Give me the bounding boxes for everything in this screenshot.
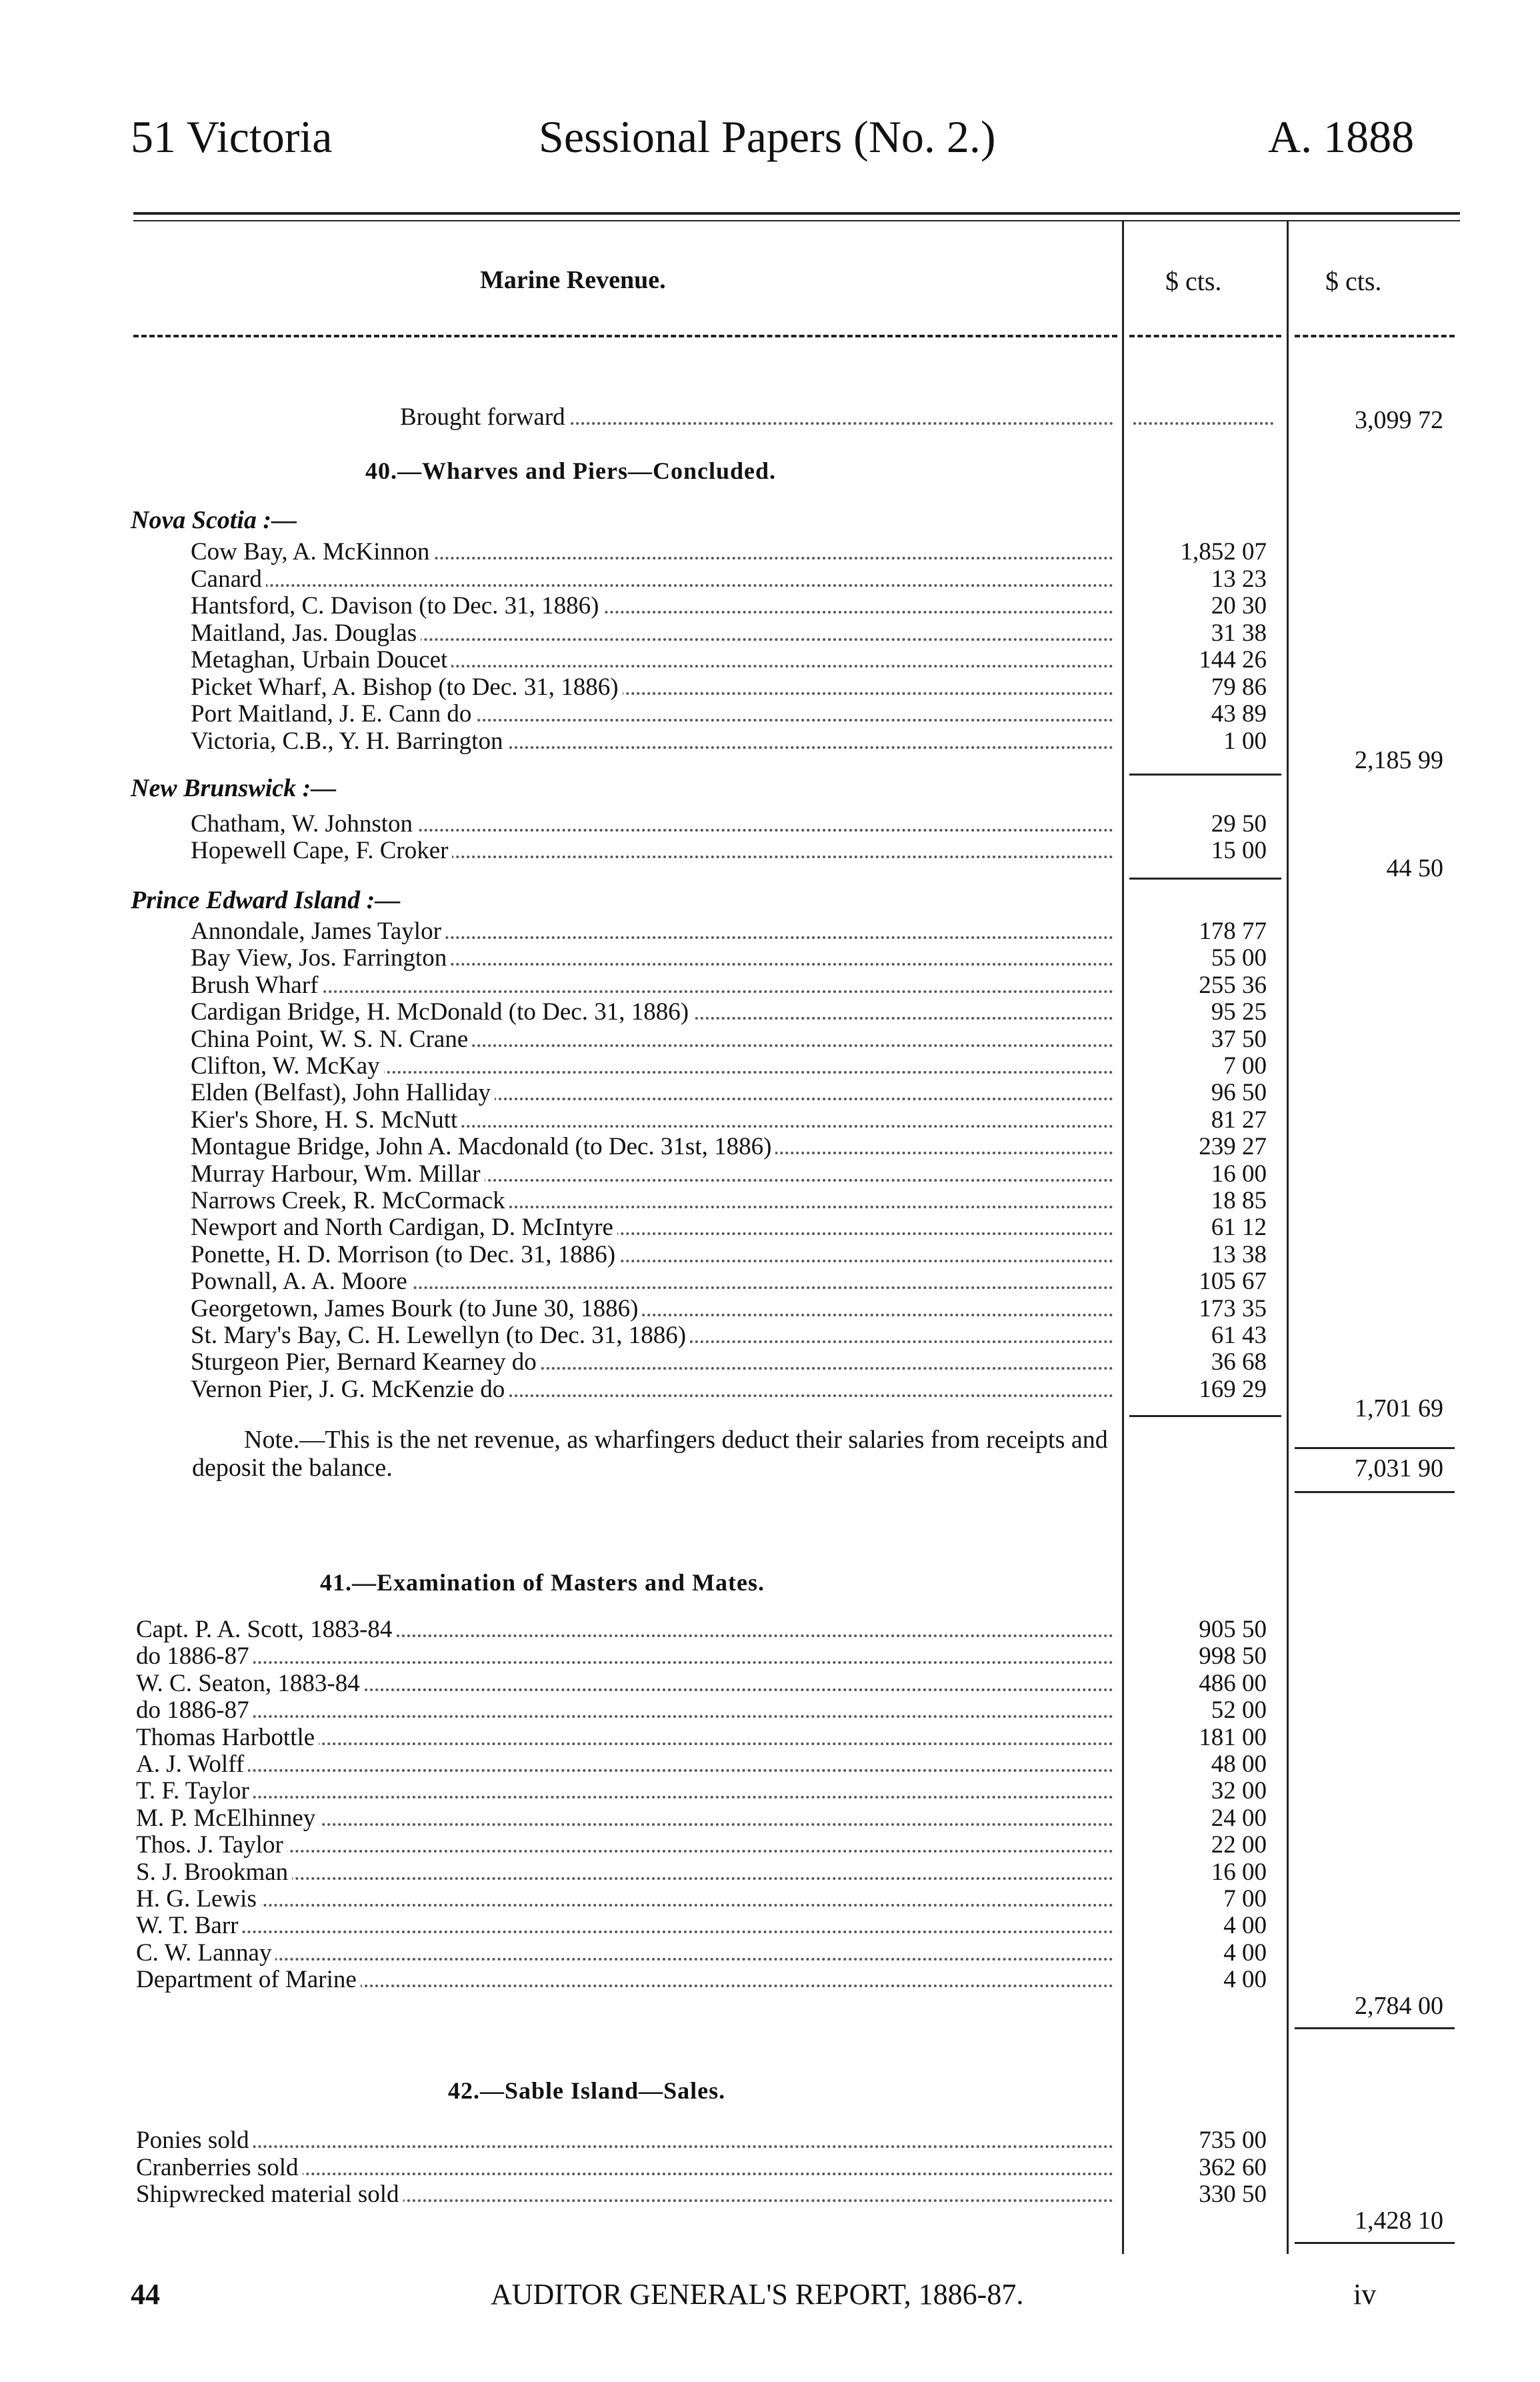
ledger-row [191,1161,1113,1188]
nova-scotia-heading: Nova Scotia :— [131,506,297,534]
ledger-row-amount-cell [1133,1214,1277,1241]
ledger-row-amount: 29 50 [1211,810,1267,838]
section-42-title: 42.—Sable Island—Sales. [448,2077,726,2104]
ledger-row-amount: 735 00 [1199,2127,1267,2154]
ledger-row-amount-cell [1133,1107,1277,1134]
grand-total-rule-bottom [1295,1491,1455,1493]
ledger-row-amount: 81 27 [1211,1106,1267,1134]
ledger-row [191,945,1113,972]
ledger-row-amount: 18 85 [1211,1187,1267,1214]
ledger-row-label: China Point, W. S. N. Crane [191,1026,472,1053]
ledger-row-amount: 20 30 [1211,592,1267,620]
ledger-row-amount: 52 00 [1211,1696,1267,1724]
ledger-row-amount-cell [1133,1832,1277,1859]
header-volume: 51 Victoria [131,111,333,162]
ledger-row [191,1322,1113,1349]
ledger-row-amount-cell [1133,1188,1277,1214]
ledger-row-amount: 4 00 [1223,1939,1267,1967]
ledger-row-amount: 362 60 [1199,2153,1267,2181]
ledger-row-amount-cell [1133,1670,1277,1697]
ledger-row-label: Clifton, W. McKay [191,1053,384,1080]
section-41-title: 41.—Examination of Masters and Mates. [320,1569,765,1596]
ledger-row-label: S. J. Brookman [136,1859,292,1886]
ledger-row-amount-cell [1133,999,1277,1026]
leader-dots [136,1796,1113,1799]
header-rule-bottom [133,220,1460,221]
ledger-row-amount-cell [1133,1967,1277,1993]
ledger-row-label: Elden (Belfast), John Halliday [191,1080,495,1106]
ledger-row-label: Hantsford, C. Davison (to Dec. 31, 1886) [191,593,603,620]
ledger-row-label: Capt. P. A. Scott, 1883-84 [136,1616,396,1643]
ledger-row-label: Sturgeon Pier, Bernard Kearney do [191,1349,541,1376]
leader-dots [1133,422,1273,425]
ledger-row-amount: 79 86 [1211,673,1267,701]
nova-scotia-total: 2,185 99 [1355,746,1443,774]
ledger-row-label: Thos. J. Taylor [136,1832,287,1859]
ledger-row [136,2181,1113,2208]
wharfingers-note: Note.—This is the net revenue, as wharfingers deduct their salaries from receipts and deposit the balance. [192,1426,1108,1482]
ledger-row-label: M. P. McElhinney [136,1805,319,1832]
pei-heading: Prince Edward Island :— [131,886,401,914]
ledger-row-amount-cell [1133,566,1277,593]
ledger-row-amount-cell [1133,1778,1277,1805]
ledger-row [191,1349,1113,1376]
ledger-row-label: Kier's Shore, H. S. McNutt [191,1107,461,1134]
brought-forward-label: Brought forward [400,404,569,431]
ledger-row [191,918,1113,945]
ledger-row [191,1214,1113,1241]
ledger-row [191,566,1113,593]
new-brunswick-rule [1129,878,1281,880]
ledger-row-label: Montague Bridge, John A. Macdonald (to Dec. 31st, 1886) [191,1134,775,1160]
ledger-row [136,1940,1113,1967]
leader-dots [136,1661,1113,1664]
ledger-row-amount-cell [1133,1080,1277,1106]
ledger-row-amount: 1 00 [1223,727,1267,755]
ledger-row-label: W. C. Seaton, 1883-84 [136,1670,364,1697]
new-brunswick-total: 44 50 [1386,854,1443,882]
ledger-row [136,1778,1113,1805]
ledger-row-label: Chatham, W. Johnston [191,811,417,838]
ledger-row [191,838,1113,864]
leader-dots [136,1931,1113,1933]
ledger-row-amount-cell [1133,1913,1277,1939]
ledger-row-amount-cell [1133,2181,1277,2208]
ledger-row-amount-cell [1133,945,1277,972]
ledger-row-amount: 173 35 [1199,1294,1267,1322]
ledger-row-amount-cell [1133,838,1277,864]
ledger-row-amount: 96 50 [1211,1079,1267,1107]
header-year: A. 1888 [1268,111,1415,162]
ledger-row-amount: 37 50 [1211,1025,1267,1053]
ledger-row-label: Victoria, C.B., Y. H. Barrington [191,728,507,755]
ledger-row-amount: 61 12 [1211,1214,1267,1242]
pei-rule [1129,1415,1281,1417]
ledger-row-amount-cell [1133,1349,1277,1376]
leader-dots [136,2145,1113,2148]
ledger-row-amount: 7 00 [1223,1052,1267,1080]
ledger-row-label: Department of Marine [136,1967,361,1993]
ledger-row-amount: 181 00 [1199,1723,1267,1751]
grand-total-rule-top [1295,1447,1455,1449]
ledger-row-label: Cranberries sold [136,2155,303,2181]
ledger-row-label: Cardigan Bridge, H. McDonald (to Dec. 31, 1886) [191,999,693,1026]
ledger-row-amount: 905 50 [1199,1616,1267,1643]
ledger-row [191,1296,1113,1322]
ledger-row [191,1242,1113,1268]
ledger-row-amount-cell [1133,972,1277,999]
leader-dots [136,1715,1113,1718]
ledger-row-amount: 1,852 07 [1180,538,1267,565]
ledger-row [136,1886,1113,1913]
ledger-row [136,1859,1113,1886]
ledger-row-amount-cell [1133,1724,1277,1751]
ledger-row-label: Annondale, James Taylor [191,918,445,945]
heading-dashed-rule-col1 [1129,335,1281,337]
ledger-row-amount-cell [1133,2127,1277,2154]
ledger-row-label: do 1886-87 [136,1697,253,1724]
ledger-row-amount-cell [1133,620,1277,647]
ledger-row [191,1376,1113,1403]
ledger-row [191,972,1113,999]
ledger-row-label: Newport and North Cardigan, D. McIntyre [191,1214,617,1241]
ledger-row-amount: 48 00 [1211,1750,1267,1778]
ledger-row-amount: 4 00 [1223,1966,1267,1994]
ledger-row-label: Brush Wharf [191,972,322,999]
ledger-row-label: do 1886-87 [136,1643,253,1670]
column-heading-cents-2: $ cts. [1325,266,1382,296]
ledger-row-label: Port Maitland, J. E. Cann do [191,701,475,728]
ledger-row [136,1643,1113,1670]
header-sessional-papers: Sessional Papers (No. 2.) [539,111,996,162]
ledger-row-label: Georgetown, James Bourk (to June 30, 1886) [191,1296,642,1322]
ledger-row-amount: 178 77 [1199,918,1267,945]
column-heading-cents-1: $ cts. [1165,266,1222,296]
ledger-row-amount-cell [1133,539,1277,565]
ledger-row [136,1724,1113,1751]
ledger-row-amount-cell [1133,1940,1277,1967]
ledger-row-label: Ponette, H. D. Morrison (to Dec. 31, 1886) [191,1242,619,1268]
ledger-row-label: Pownall, A. A. Moore [191,1268,411,1295]
ledger-row [136,1670,1113,1697]
ledger-row [191,1026,1113,1053]
ledger-row-label: Canard [191,566,266,593]
ledger-row-amount-cell [1133,1161,1277,1188]
ledger-row [136,1967,1113,1993]
ledger-row-label: St. Mary's Bay, C. H. Lewellyn (to Dec. 31, 1886) [191,1322,690,1349]
ledger-row-amount-cell [1133,1643,1277,1670]
ledger-row-label: H. G. Lewis [136,1886,261,1913]
ledger-row-amount-cell [1133,674,1277,701]
ledger-row-amount: 4 00 [1223,1912,1267,1940]
ledger-row-amount: 7 00 [1223,1885,1267,1913]
ledger-row-label: Narrows Creek, R. McCormack [191,1188,509,1214]
footer-page-number: 44 [131,2278,160,2311]
examination-total: 2,784 00 [1355,1992,1443,2020]
ledger-row [191,1080,1113,1106]
ledger-row [191,1053,1113,1080]
ledger-row-label: Ponies sold [136,2127,253,2154]
ledger-row [191,728,1113,755]
nova-scotia-rule [1129,774,1281,776]
ledger-row-amount-cell [1133,1886,1277,1913]
ledger-row-amount: 31 38 [1211,619,1267,647]
ledger-row-amount-cell [1133,593,1277,620]
ledger-row-amount-cell [1133,1616,1277,1643]
pei-total: 1,701 69 [1355,1394,1443,1422]
ledger-row-amount: 16 00 [1211,1858,1267,1886]
ledger-row-amount-cell [1133,1026,1277,1053]
ledger-row [136,2127,1113,2154]
ledger-row-amount-cell [1133,701,1277,728]
section-heading-marine-revenue: Marine Revenue. [480,266,666,294]
ledger-row-amount-cell [1133,1751,1277,1778]
ledger-row-amount-cell [1133,1859,1277,1886]
ledger-row [191,1134,1113,1160]
ledger-row [136,2155,1113,2181]
ledger-row-amount: 15 00 [1211,837,1267,864]
ledger-row-label: C. W. Lannay [136,1940,275,1967]
ledger-row-label: Hopewell Cape, F. Croker [191,838,452,864]
ledger-row-amount: 55 00 [1211,944,1267,972]
ledger-row-label: Bay View, Jos. Farrington [191,945,451,972]
ledger-row-amount-cell [1133,1322,1277,1349]
ledger-row [191,539,1113,565]
ledger-row [136,1751,1113,1778]
ledger-row-amount-cell [1133,1697,1277,1724]
ledger-row-label: Thomas Harbottle [136,1724,319,1751]
ledger-row-amount-cell [1133,1296,1277,1322]
section-40-title: 40.—Wharves and Piers—Concluded. [365,457,777,484]
sable-island-total-rule [1295,2242,1455,2244]
ledger-row-amount-cell [1133,1268,1277,1295]
ledger-row-label: Cow Bay, A. McKinnon [191,539,433,565]
footer-report-title: AUDITOR GENERAL'S REPORT, 1886-87. [491,2278,1024,2311]
ledger-row-amount-cell [1133,1376,1277,1403]
ledger-row-amount: 13 38 [1211,1240,1267,1268]
footer-part: iv [1353,2278,1377,2311]
ledger-row-amount: 24 00 [1211,1804,1267,1832]
ledger-row [191,701,1113,728]
ledger-row [191,620,1113,647]
brought-forward-blank [1133,404,1273,431]
brought-forward-row [400,404,1113,431]
ledger-row [191,1107,1113,1134]
column-divider-left [1122,220,1124,2254]
ledger-row-label: Metaghan, Urbain Doucet [191,647,451,674]
ledger-row [191,999,1113,1026]
ledger-row-amount: 61 43 [1211,1322,1267,1349]
ledger-row [191,647,1113,674]
ledger-row-amount-cell [1133,811,1277,838]
ledger-row-amount: 330 50 [1199,2181,1267,2208]
ledger-row [191,593,1113,620]
leader-dots [136,1904,1113,1907]
ledger-row-amount-cell [1133,728,1277,755]
ledger-row-amount: 486 00 [1199,1669,1267,1697]
ledger-row-label: Shipwrecked material sold [136,2181,403,2208]
ledger-row-label: Maitland, Jas. Douglas [191,620,421,647]
ledger-row [136,1913,1113,1939]
leader-dots [136,1958,1113,1961]
ledger-row [191,1188,1113,1214]
ledger-row [191,811,1113,838]
new-brunswick-heading: New Brunswick :— [131,774,337,802]
ledger-row-label: A. J. Wolff [136,1751,248,1778]
ledger-row [136,1805,1113,1832]
ledger-row-label: Vernon Pier, J. G. McKenzie do [191,1376,509,1403]
heading-dashed-rule-col2 [1295,335,1455,337]
leader-dots [191,990,1113,993]
ledger-row-amount: 13 23 [1211,565,1267,593]
ledger-row-amount-cell [1133,1053,1277,1080]
ledger-row-amount-cell [1133,647,1277,674]
ledger-row [136,1616,1113,1643]
ledger-row-amount-cell [1133,1805,1277,1832]
brought-forward-total: 3,099 72 [1355,406,1443,434]
leader-dots [191,584,1113,587]
ledger-row [191,1268,1113,1295]
ledger-row-amount: 43 89 [1211,700,1267,728]
heading-dashed-rule [133,335,1117,337]
ledger-row-amount: 239 27 [1199,1133,1267,1161]
ledger-row-amount: 32 00 [1211,1777,1267,1805]
wharves-grand-total: 7,031 90 [1355,1454,1443,1482]
ledger-row-amount: 16 00 [1211,1160,1267,1188]
ledger-row-amount: 998 50 [1199,1642,1267,1670]
ledger-row [136,1832,1113,1859]
ledger-row-amount-cell [1133,1134,1277,1160]
ledger-row-amount: 255 36 [1199,971,1267,999]
ledger-row-amount-cell [1133,918,1277,945]
ledger-row [136,1697,1113,1724]
ledger-row [191,674,1113,701]
ledger-row-amount: 95 25 [1211,998,1267,1026]
ledger-row-label: Murray Harbour, Wm. Millar [191,1161,485,1188]
header-rule-top [133,212,1460,215]
examination-total-rule [1295,2027,1455,2029]
ledger-row-label: W. T. Barr [136,1913,242,1939]
leader-dots [136,1769,1113,1772]
ledger-row-label: Picket Wharf, A. Bishop (to Dec. 31, 1886) [191,674,623,701]
ledger-row-amount: 105 67 [1199,1268,1267,1296]
ledger-row-amount-cell [1133,2155,1277,2181]
sable-island-total: 1,428 10 [1355,2207,1443,2235]
ledger-row-amount: 22 00 [1211,1831,1267,1859]
ledger-row-amount: 36 68 [1211,1348,1267,1376]
ledger-row-amount: 144 26 [1199,646,1267,674]
ledger-row-amount: 169 29 [1199,1375,1267,1403]
ledger-row-amount-cell [1133,1242,1277,1268]
ledger-row-label: T. F. Taylor [136,1778,253,1805]
column-divider-right [1287,220,1289,2254]
